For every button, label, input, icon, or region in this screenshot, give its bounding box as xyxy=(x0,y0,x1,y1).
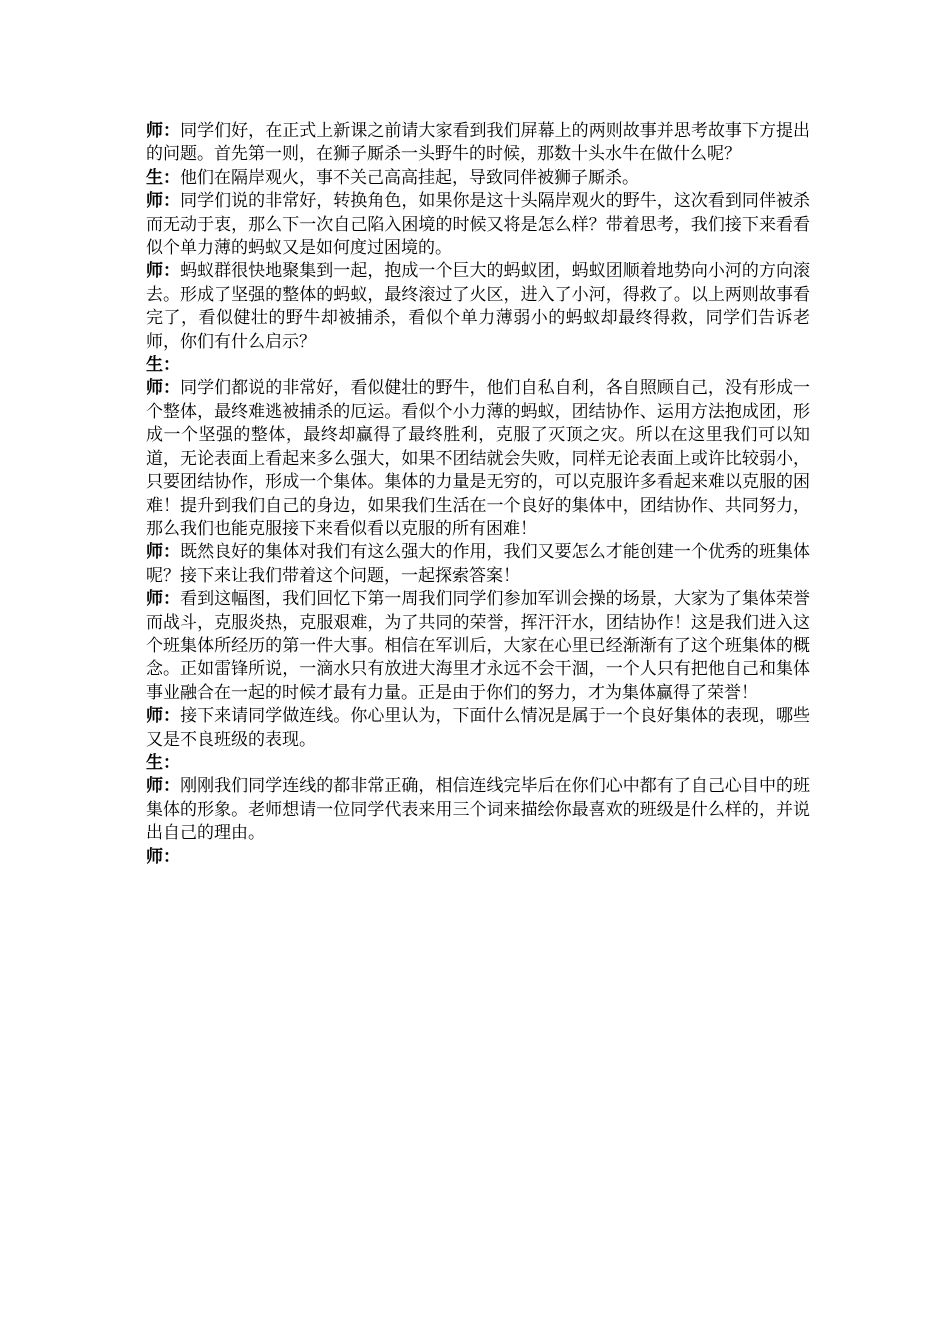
dialogue-text: 接下来请同学做连线。你心里认为，下面什么情况是属于一个良好集体的表现，哪些又是不良班级的表现。 xyxy=(146,706,811,750)
speaker-label: 师： xyxy=(146,706,181,727)
speaker-label: 师： xyxy=(146,776,181,797)
dialogue-paragraph xyxy=(146,120,810,167)
document-body xyxy=(146,120,810,869)
speaker-label: 师： xyxy=(146,542,181,563)
dialogue-paragraph xyxy=(146,752,810,775)
speaker-label: 生： xyxy=(146,752,180,773)
dialogue-text: 蚂蚁群很快地聚集到一起，抱成一个巨大的蚂蚁团，蚂蚁团顺着地势向小河的方向滚去。形成了坚强的整体的蚂蚁，最终滚过了火区，进入了小河，得救了。以上两则故事看完了，看似健壮的野牛却被捕杀，看似个单力薄弱小的蚂蚁却最终得救，同学们告诉老师，你们有什么启示？ xyxy=(146,261,811,352)
dialogue-paragraph xyxy=(146,167,810,190)
dialogue-paragraph xyxy=(146,775,810,845)
dialogue-paragraph xyxy=(146,705,810,752)
speaker-label: 师： xyxy=(146,378,181,399)
dialogue-text: 刚刚我们同学连线的都非常正确，相信连线完毕后在你们心中都有了自己心目中的班集体的形象。老师想请一位同学代表来用三个词来描绘你最喜欢的班级是什么样的，并说出自己的理由。 xyxy=(146,776,811,844)
dialogue-paragraph xyxy=(146,541,810,588)
dialogue-text: 同学们都说的非常好，看似健壮的野牛，他们自私自利，各自照顾自己，没有形成一个整体，最终难逃被捕杀的厄运。看似个小力薄的蚂蚁，团结协作、运用方法抱成团，形成一个坚强的整体，最终却赢得了最终胜利，克服了灭顶之灾。所以在这里我们可以知道，无论表面上看起来多么强大，如果不团结就会失败，同样无论表面上或许比较弱小，只要团结协作，形成一个集体。集体的力量是无穷的，可以克服许多看起来难以克服的困难！提升到我们自己的身边，如果我们生活在一个良好的集体中，团结协作、共同努力，那么我们也能克服接下来看似看以克服的所有困难！ xyxy=(146,378,811,539)
speaker-label: 师： xyxy=(146,261,181,282)
dialogue-paragraph xyxy=(146,588,810,705)
dialogue-paragraph xyxy=(146,377,810,541)
speaker-label: 师： xyxy=(146,589,181,610)
speaker-label: 师： xyxy=(146,191,181,212)
dialogue-text: 同学们说的非常好，转换角色，如果你是这十头隔岸观火的野牛，这次看到同伴被杀而无动于衷，那么下一次自己陷入困境的时候又将是怎么样？带着思考，我们接下来看看似个单力薄的蚂蚁又是如何度过困境的。 xyxy=(146,191,811,259)
dialogue-text: 看到这幅图，我们回忆下第一周我们同学们参加军训会操的场景，大家为了集体荣誉而战斗，克服炎热，克服艰难，为了共同的荣誉，挥汗汗水，团结协作！这是我们进入这个班集体所经历的第一件大事。相信在军训后，大家在心里已经渐渐有了这个班集体的概念。正如雷锋所说，一滴水只有放进大海里才永远不会干涸，一个人只有把他自己和集体事业融合在一起的时候才最有力量。正是由于你们的努力，才为集体赢得了荣誉！ xyxy=(146,589,811,703)
dialogue-text: 他们在隔岸观火，事不关己高高挂起，导致同伴被狮子厮杀。 xyxy=(180,167,639,188)
dialogue-paragraph xyxy=(146,260,810,354)
speaker-label: 师： xyxy=(146,846,180,867)
speaker-label: 师： xyxy=(146,121,181,141)
dialogue-paragraph xyxy=(146,190,810,260)
dialogue-text: 既然良好的集体对我们有这么强大的作用，我们又要怎么才能创建一个优秀的班集体呢？接下来让我们带着这个问题，一起探索答案！ xyxy=(146,542,811,586)
dialogue-text: 同学们好，在正式上新课之前请大家看到我们屏幕上的两则故事并思考故事下方提出的问题。首先第一则，在狮子厮杀一头野牛的时候，那数十头水牛在做什么呢？ xyxy=(146,121,811,165)
speaker-label: 生： xyxy=(146,355,180,376)
dialogue-paragraph xyxy=(146,354,810,377)
speaker-label: 生： xyxy=(146,167,180,188)
dialogue-paragraph xyxy=(146,846,810,869)
